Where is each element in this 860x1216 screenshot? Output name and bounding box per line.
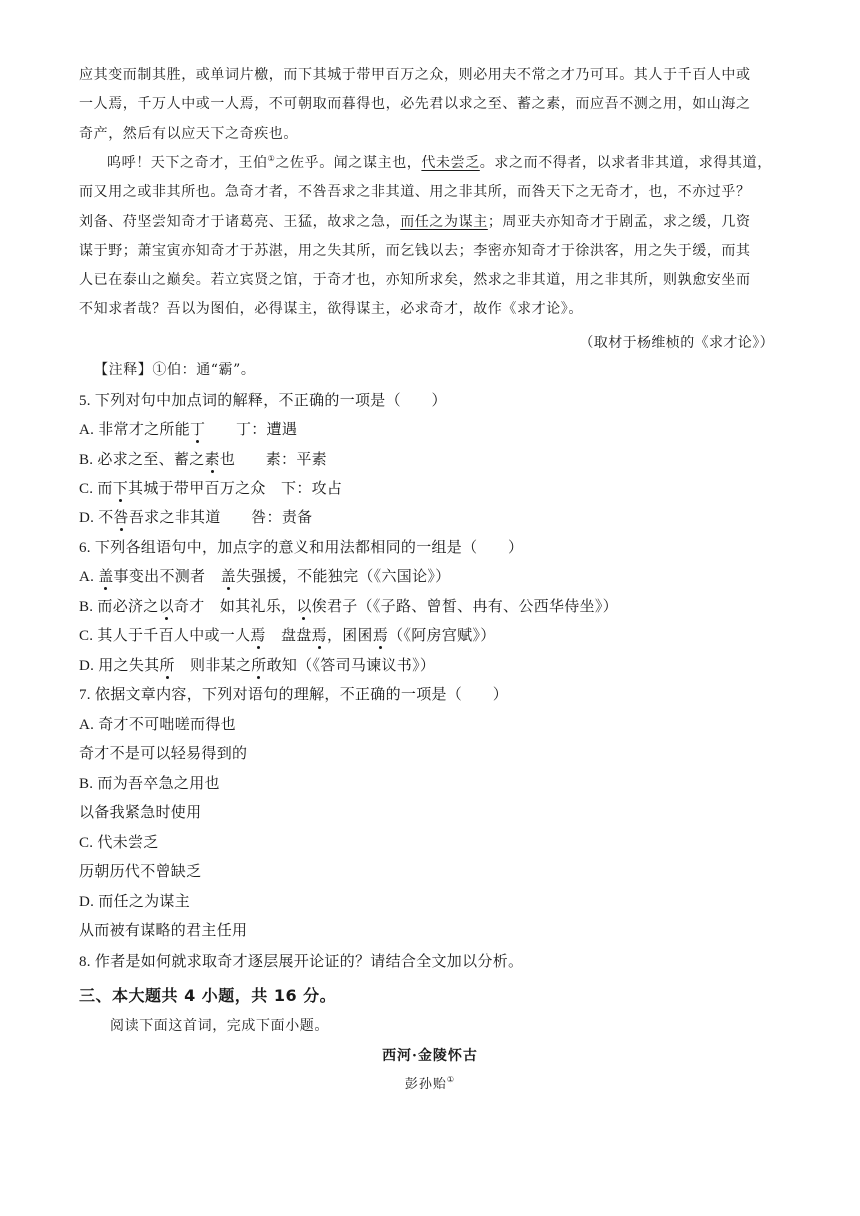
- passage-line: 谋于野；萧宝寅亦知奇才于苏湛，用之失其所，而乞钱以去；李密亦知奇才于徐洪客，用之失于缓，而其: [79, 242, 751, 259]
- passage-text: 呜呼！天下之奇才，王伯: [107, 155, 268, 171]
- passage-line: 奇产，然后有以应天下之奇疾也。: [79, 125, 298, 142]
- dotted-character: 咎: [114, 506, 129, 527]
- question-5-option-b[interactable]: [79, 448, 327, 469]
- question-6-option-b[interactable]: [79, 595, 618, 616]
- dotted-character: 以: [159, 595, 174, 616]
- option-text: ，囷囷: [326, 628, 373, 644]
- option-text: C. 而: [79, 481, 113, 497]
- option-text: 俟君子（《子路、曾皙、冉有、公西华侍坐》）: [311, 599, 618, 615]
- question-5-option-a[interactable]: [79, 418, 297, 439]
- footnote-marker: ①: [267, 154, 276, 163]
- passage-paragraph-2: [79, 149, 780, 325]
- passage-line: 应其变而制其胜，或单词片檄，而下其城于带甲百万之众，则必用夫不常之才乃可耳。其人于千百人中或: [79, 67, 751, 83]
- option-text: 则非某之: [174, 658, 252, 674]
- passage-text: 之佐乎。闻之谋主也，: [275, 155, 422, 171]
- question-7-option-a-meaning: 奇才不是可以轻易得到的: [79, 746, 248, 762]
- passage-line: 一人焉，千万人中或一人焉，不可朝取而暮得也，必先君以求之至、蓄之素，而应吾不测之用，如山海之: [79, 96, 751, 113]
- dotted-character: 焉: [250, 624, 265, 645]
- passage-text: ；周亚夫亦知奇才于剧孟，求之缓，几资: [487, 213, 751, 230]
- question-7-option-c-meaning: 历朝历代不曾缺乏: [79, 864, 202, 880]
- option-text: 敢知（《答司马谏议书》）: [266, 658, 436, 674]
- poem-title: 西河·金陵怀古: [382, 1048, 478, 1064]
- poem-author: [0, 1073, 860, 1092]
- option-text: B. 而必济之: [79, 599, 159, 615]
- dotted-character: 丁: [190, 418, 205, 439]
- option-text: A.: [79, 569, 99, 585]
- dotted-character: 素: [205, 448, 220, 469]
- question-6-option-d[interactable]: [79, 654, 435, 675]
- option-text: D. 用之失其: [79, 658, 160, 674]
- passage-line: 人已在泰山之巅矣。若立宾贤之馆，于奇才也，亦知所求矣，然求之非其道，用之非其所，则孰愈安坐而: [79, 272, 751, 289]
- question-6-option-a[interactable]: [79, 565, 450, 586]
- option-text: （《阿房宫赋》）: [388, 628, 496, 644]
- question-7-option-d[interactable]: D. 而任之为谋主: [79, 894, 191, 910]
- option-text: 丁：遭遇: [205, 422, 298, 438]
- passage-paragraph-1: [79, 61, 780, 149]
- question-8-stem: 8. 作者是如何就求取奇才逐层展开论证的？请结合全文加以分析。: [79, 954, 524, 970]
- option-text: 失强援，不能独完（《六国论》）: [235, 569, 451, 585]
- option-text: A. 非常才之所能: [79, 422, 191, 438]
- dotted-character: 所: [159, 654, 174, 675]
- option-text: B. 必求之至、蓄之: [79, 452, 205, 468]
- question-5-option-d[interactable]: [79, 506, 312, 527]
- dotted-character: 下: [113, 477, 128, 498]
- source-citation: （取材于杨维桢的《求才论》）: [579, 335, 774, 351]
- passage-text: 。求之而不得者，以求者非其道，求得其道，: [479, 155, 772, 171]
- passage-line: [79, 149, 780, 178]
- dotted-character: 盖: [221, 565, 236, 586]
- option-text: D. 不: [79, 510, 114, 526]
- option-text: 其城于带甲百万之众 下：攻占: [128, 481, 343, 497]
- footnote-marker: ①: [446, 1075, 456, 1084]
- passage-line: 不知求者哉？吾以为图伯，必得谋主，欲得谋主，必求奇才，故作《求才论》。: [79, 301, 583, 318]
- question-6-stem: 6. 下列各组语句中，加点字的意义和用法都相同的一组是（ ）: [79, 540, 524, 556]
- question-5-option-c[interactable]: [79, 477, 342, 498]
- question-7-option-b[interactable]: B. 而为吾卒急之用也: [79, 776, 220, 792]
- dotted-character: 以: [296, 595, 311, 616]
- dotted-character: 焉: [373, 624, 388, 645]
- passage-line: [79, 208, 780, 237]
- underlined-phrase: 而任之为谋主: [400, 213, 488, 230]
- reading-instruction: 阅读下面这首词，完成下面小题。: [110, 1018, 329, 1034]
- question-5-stem: 5. 下列对句中加点词的解释，不正确的一项是（ ）: [79, 393, 447, 409]
- question-7-option-b-meaning: 以备我紧急时使用: [79, 805, 202, 821]
- option-text: 盘盘: [265, 628, 312, 644]
- underlined-phrase: 代未尝乏: [421, 155, 480, 171]
- annotation-note: 【注释】①伯：通“霸”。: [94, 362, 256, 378]
- passage-line: 而又用之或非其所也。急奇才者，不咎吾求之非其道、用之非其所，而咎天下之无奇才，也，不亦过乎？: [79, 184, 751, 201]
- dotted-character: 所: [251, 654, 266, 675]
- option-text: 吾求之非其道 咎：责备: [128, 510, 313, 526]
- dotted-character: 焉: [312, 624, 327, 645]
- dotted-character: 盖: [98, 565, 113, 586]
- question-7-option-c[interactable]: C. 代未尝乏: [79, 835, 159, 851]
- option-text: 事变出不测者: [113, 569, 221, 585]
- passage-text: 刘备、苻坚尝知奇才于诸葛亮、王猛，故求之急，: [79, 213, 401, 230]
- poem-author-name: 彭孙贻: [404, 1077, 447, 1092]
- question-7-stem: 7. 依据文章内容，下列对语句的理解，不正确的一项是（ ）: [79, 687, 509, 703]
- section-3-heading: 三、本大题共 4 小题，共 16 分。: [79, 986, 337, 1005]
- question-6-option-c[interactable]: [79, 624, 496, 645]
- question-7-option-d-meaning: 从而被有谋略的君主任用: [79, 923, 248, 939]
- question-7-option-a[interactable]: A. 奇才不可咄嗟而得也: [79, 717, 236, 733]
- option-text: 奇才 如其礼乐，: [173, 599, 297, 615]
- option-text: 也 素：平素: [219, 452, 327, 468]
- option-text: C. 其人于千百人中或一人: [79, 628, 251, 644]
